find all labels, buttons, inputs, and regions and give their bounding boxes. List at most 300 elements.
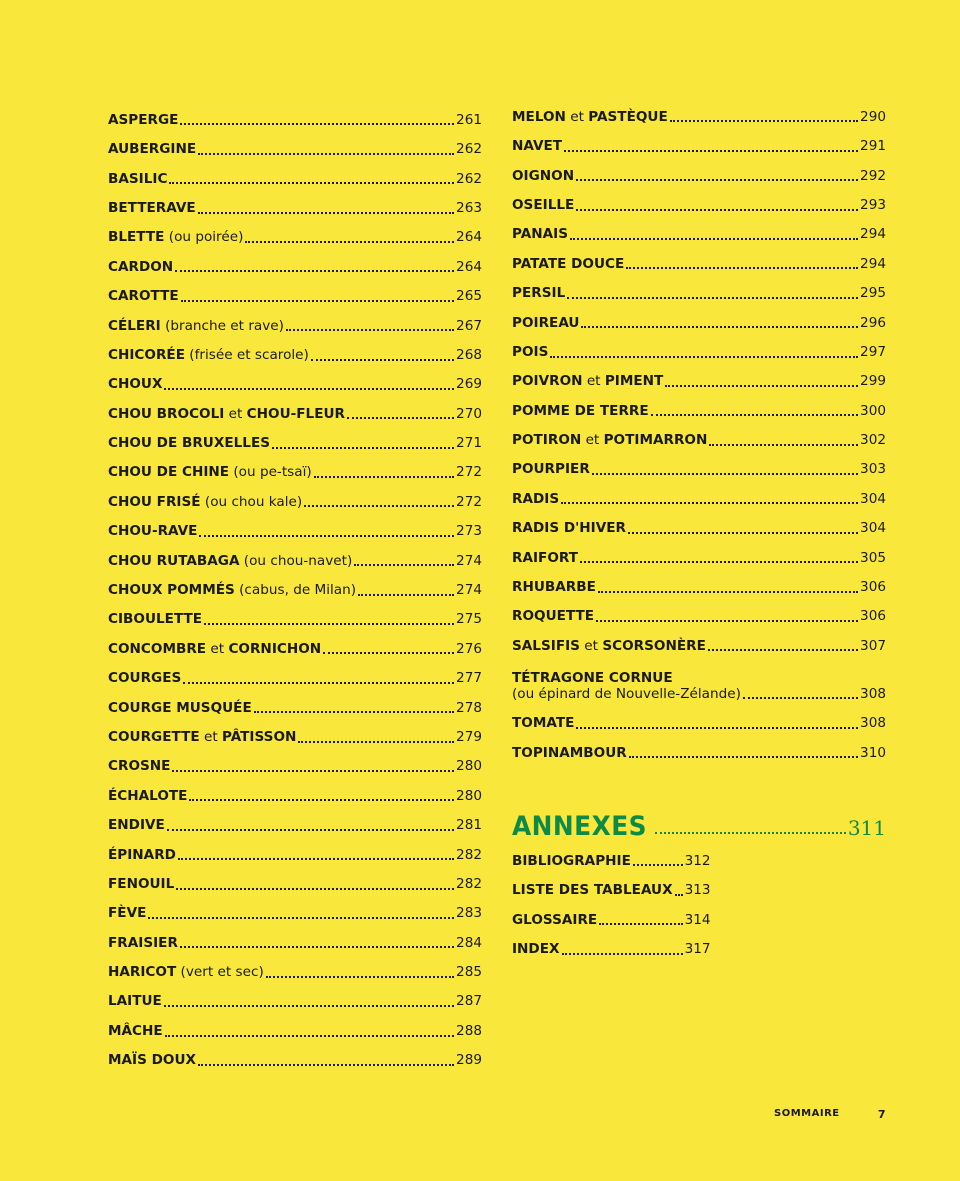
entry-keyword: BLETTE <box>108 229 165 246</box>
toc-entry-title <box>108 789 187 805</box>
toc-entry-title <box>108 172 167 188</box>
toc-entry-title <box>108 1024 163 1040</box>
entry-keyword: ÉCHALOTE <box>108 787 188 804</box>
toc-entry-title <box>512 854 631 870</box>
toc-entry[interactable] <box>108 569 482 598</box>
toc-entry-title <box>108 554 352 570</box>
page-number: 269 <box>456 376 482 393</box>
entry-qualifier: et <box>206 640 229 657</box>
entry-keyword: ENDIVE <box>108 817 165 834</box>
page-number: 273 <box>456 523 482 540</box>
entry-keyword: PASTÈQUE <box>588 108 668 125</box>
dot-leader <box>708 649 858 651</box>
toc-entry[interactable] <box>108 922 482 951</box>
dot-leader <box>358 594 454 596</box>
annexes-list <box>512 840 711 958</box>
entry-keyword: CHOU DE CHINE <box>108 464 230 481</box>
page-number: 279 <box>456 728 482 745</box>
page-number: 284 <box>456 934 482 951</box>
dot-leader <box>675 894 683 896</box>
toc-entry-title <box>108 348 309 364</box>
toc-entry[interactable] <box>108 981 482 1010</box>
toc-entry[interactable] <box>108 893 482 922</box>
toc-entry-title <box>108 407 345 423</box>
toc-entry[interactable] <box>108 393 482 422</box>
dot-leader <box>354 564 454 566</box>
toc-entry-title <box>512 374 663 390</box>
dot-leader <box>164 1005 454 1007</box>
entry-keyword: POTIMARRON <box>603 432 708 449</box>
toc-entry[interactable] <box>108 128 482 157</box>
page-number: 294 <box>860 226 886 243</box>
entry-keyword: RAIFORT <box>512 549 579 566</box>
page-number: 280 <box>456 787 482 804</box>
entry-keyword: OIGNON <box>512 167 575 184</box>
dot-leader <box>198 212 454 214</box>
toc-entry[interactable] <box>108 775 482 804</box>
toc-entry[interactable] <box>108 510 482 539</box>
dot-leader <box>561 502 858 504</box>
entry-keyword: CONCOMBRE <box>108 640 207 657</box>
dot-leader <box>576 209 858 211</box>
dot-leader <box>576 179 858 181</box>
toc-entry-title <box>512 462 590 478</box>
page-number: 272 <box>456 493 482 510</box>
toc-entry-title <box>512 345 548 361</box>
page-number: 271 <box>456 435 482 452</box>
page-number: 282 <box>456 875 482 892</box>
page-number: 305 <box>860 549 886 566</box>
dot-leader <box>164 388 454 390</box>
toc-entry-title <box>108 201 196 217</box>
dot-leader <box>567 297 858 299</box>
toc-entry[interactable] <box>108 305 482 334</box>
toc-entry[interactable] <box>512 840 711 869</box>
dot-leader <box>175 270 454 272</box>
toc-entry[interactable] <box>512 654 886 702</box>
page-number: 308 <box>860 685 886 702</box>
dot-leader <box>633 864 683 866</box>
entry-qualifier: (ou poirée) <box>164 229 244 246</box>
toc-entry-title <box>512 404 649 420</box>
toc-left-column <box>108 99 482 1069</box>
page-number: 292 <box>860 167 886 184</box>
toc-entry[interactable] <box>512 507 886 536</box>
entry-keyword: FÈVE <box>108 905 147 922</box>
entry-keyword: CARDON <box>108 258 174 275</box>
entry-qualifier: (cabus, de Milan) <box>234 582 357 599</box>
page-number: 261 <box>456 111 482 128</box>
toc-entry[interactable] <box>512 361 886 390</box>
page-number: 314 <box>684 911 711 928</box>
page-number: 312 <box>684 852 711 869</box>
dot-leader <box>245 241 454 243</box>
page-number: 283 <box>456 905 482 922</box>
page-number: 275 <box>456 611 482 628</box>
entry-keyword: POURPIER <box>512 461 590 478</box>
entry-keyword: PÂTISSON <box>221 728 297 745</box>
dot-leader <box>189 799 454 801</box>
entry-keyword: CHOU DE BRUXELLES <box>108 435 271 452</box>
dot-leader <box>172 770 454 772</box>
toc-entry[interactable] <box>108 217 482 246</box>
toc-entry[interactable] <box>512 478 886 507</box>
entry-keyword: CORNICHON <box>228 640 322 657</box>
page-number: 291 <box>860 138 886 155</box>
entry-qualifier: (ou chou kale) <box>200 493 303 510</box>
toc-entry-title <box>512 671 741 702</box>
toc-entry[interactable] <box>512 702 886 731</box>
page-number: 264 <box>456 229 482 246</box>
toc-entry[interactable] <box>108 422 482 451</box>
entry-qualifier: et <box>582 373 605 390</box>
toc-entry-title <box>108 701 252 717</box>
page-number: 276 <box>456 640 482 657</box>
toc-entry-title <box>512 257 624 273</box>
dot-leader <box>651 414 858 416</box>
toc-entry-title <box>512 521 626 537</box>
page-number: 270 <box>456 405 482 422</box>
toc-entry[interactable] <box>108 834 482 863</box>
toc-entry[interactable] <box>512 155 886 184</box>
dot-leader <box>198 153 454 155</box>
dot-leader <box>592 473 858 475</box>
entry-keyword: MELON <box>512 108 566 125</box>
toc-entry-title <box>512 942 560 958</box>
entry-keyword: CHOU-RAVE <box>108 523 198 540</box>
entry-keyword: MAÏS DOUX <box>108 1052 196 1069</box>
entry-keyword: BETTERAVE <box>108 199 196 216</box>
toc-entry[interactable] <box>512 899 711 928</box>
entry-keyword: CHICORÉE <box>108 346 185 363</box>
entry-qualifier: (ou épinard de Nouvelle-Zélande) <box>512 685 741 702</box>
toc-entry-title <box>108 436 270 452</box>
entry-keyword: RADIS <box>512 490 560 507</box>
entry-keyword: ÉPINARD <box>108 846 176 863</box>
toc-entry[interactable] <box>512 928 711 957</box>
footer-section-label: SOMMAIRE <box>774 1108 840 1119</box>
toc-entry[interactable] <box>108 657 482 686</box>
toc-entry[interactable] <box>108 687 482 716</box>
toc-entry-title <box>108 524 197 540</box>
toc-entry[interactable] <box>512 390 886 419</box>
page-number: 295 <box>860 285 886 302</box>
toc-entry[interactable] <box>108 364 482 393</box>
toc-entry[interactable] <box>108 628 482 657</box>
entry-qualifier: et <box>224 405 247 422</box>
toc-entry[interactable] <box>512 125 886 154</box>
entry-keyword: GLOSSAIRE <box>512 911 598 928</box>
toc-entry[interactable] <box>512 243 886 272</box>
page-number: 262 <box>456 170 482 187</box>
entry-qualifier: et <box>565 108 589 125</box>
dot-leader <box>709 444 858 446</box>
dot-leader <box>628 532 858 534</box>
entry-keyword: HARICOT <box>108 964 177 981</box>
toc-entry-title <box>108 906 146 922</box>
toc-entry[interactable] <box>108 99 482 128</box>
entry-keyword: CHOU FRISÉ <box>108 493 201 510</box>
toc-entry-title <box>512 433 707 449</box>
entry-keyword: CAROTTE <box>108 288 179 305</box>
toc-entry[interactable] <box>108 275 482 304</box>
page-number: 308 <box>860 715 886 732</box>
toc-entry-title <box>512 316 579 332</box>
dot-leader <box>655 832 846 834</box>
toc-entry-title <box>108 848 176 864</box>
toc-entry[interactable] <box>108 716 482 745</box>
entry-keyword: OSEILLE <box>512 196 575 213</box>
entry-keyword: CHOU BROCOLI <box>108 405 225 422</box>
toc-entry[interactable] <box>512 96 886 125</box>
dot-leader <box>254 711 454 713</box>
page-number: 317 <box>684 940 711 957</box>
entry-keyword: CHOU RUTABAGA <box>108 552 240 569</box>
toc-entry[interactable] <box>512 869 711 898</box>
toc-entry[interactable] <box>108 951 482 980</box>
page-number: 288 <box>456 1022 482 1039</box>
entry-keyword: LAITUE <box>108 993 162 1010</box>
page-number: 285 <box>456 964 482 981</box>
toc-entry-title <box>512 110 668 126</box>
toc-entry-title <box>108 671 181 687</box>
toc-entry[interactable] <box>512 184 886 213</box>
entry-keyword: PANAIS <box>512 226 568 243</box>
entry-keyword: RADIS D'HIVER <box>512 520 627 537</box>
entry-qualifier: (branche et rave) <box>160 317 284 334</box>
toc-entry-title <box>108 965 264 981</box>
page-number: 281 <box>456 817 482 834</box>
page-number: 302 <box>860 432 886 449</box>
toc-entry-title <box>108 730 296 746</box>
toc-entry[interactable] <box>108 452 482 481</box>
page-number: 274 <box>456 582 482 599</box>
page-number: 293 <box>860 196 886 213</box>
page-number: 268 <box>456 346 482 363</box>
toc-entry-title <box>512 169 574 185</box>
dot-leader <box>198 1064 454 1066</box>
toc-entry-title <box>512 198 574 214</box>
toc-entry[interactable] <box>512 537 886 566</box>
entry-keyword: RHUBARBE <box>512 579 596 596</box>
toc-entry-title <box>108 319 284 335</box>
toc-entry[interactable] <box>512 732 886 761</box>
toc-entry[interactable] <box>512 449 886 478</box>
entry-keyword: MÂCHE <box>108 1022 163 1039</box>
entry-keyword: SCORSONÈRE <box>602 637 706 654</box>
entry-keyword: LISTE DES TABLEAUX <box>512 882 673 899</box>
dot-leader <box>181 300 454 302</box>
entry-keyword: BASILIC <box>108 170 168 187</box>
page-number: 310 <box>860 744 886 761</box>
page-number: 263 <box>456 199 482 216</box>
entry-keyword: PERSIL <box>512 285 566 302</box>
dot-leader <box>743 697 858 699</box>
entry-keyword: POMME DE TERRE <box>512 402 649 419</box>
toc-entry[interactable] <box>108 246 482 275</box>
dot-leader <box>178 858 454 860</box>
toc-entry-title <box>108 1053 196 1069</box>
toc-entry[interactable] <box>108 540 482 569</box>
toc-entry-title <box>108 377 162 393</box>
toc-entry[interactable] <box>108 804 482 833</box>
dot-leader <box>199 535 454 537</box>
entry-keyword: CHOU-FLEUR <box>246 405 346 422</box>
dot-leader <box>629 756 858 758</box>
entry-keyword: BIBLIOGRAPHIE <box>512 852 631 869</box>
page-number: 307 <box>860 637 886 654</box>
dot-leader <box>148 917 454 919</box>
toc-entry[interactable] <box>108 158 482 187</box>
dot-leader <box>580 561 858 563</box>
entry-keyword: POIVRON <box>512 373 583 390</box>
entry-qualifier: et <box>581 432 604 449</box>
dot-leader <box>670 120 858 122</box>
toc-entry[interactable] <box>108 334 482 363</box>
dot-leader <box>204 623 454 625</box>
entry-keyword: ROQUETTE <box>512 608 595 625</box>
entry-keyword: SALSIFIS <box>512 637 580 654</box>
dot-leader <box>599 923 682 925</box>
toc-entry[interactable] <box>108 599 482 628</box>
dot-leader <box>165 1035 454 1037</box>
toc-entry-title <box>512 716 574 732</box>
dot-leader <box>183 682 454 684</box>
toc-entry[interactable] <box>512 214 886 243</box>
entry-keyword: COURGETTE <box>108 728 200 745</box>
entry-keyword: COURGE MUSQUÉE <box>108 699 252 716</box>
page-number: 313 <box>684 882 711 899</box>
page-number: 289 <box>456 1052 482 1069</box>
entry-keyword: POIREAU <box>512 314 580 331</box>
entry-qualifier: et <box>579 637 603 654</box>
page-number: 287 <box>456 993 482 1010</box>
toc-entry[interactable] <box>108 863 482 892</box>
entry-qualifier: (frisée et scarole) <box>184 346 309 363</box>
toc-entry[interactable] <box>512 302 886 331</box>
dot-leader <box>598 591 858 593</box>
toc-entry[interactable] <box>108 1040 482 1069</box>
page-number: 277 <box>456 670 482 687</box>
toc-entry-title <box>512 883 673 899</box>
dot-leader <box>570 238 858 240</box>
toc-entry[interactable] <box>108 187 482 216</box>
entry-qualifier: et <box>199 728 222 745</box>
entry-qualifier: (ou pe-tsaï) <box>229 464 312 481</box>
entry-qualifier: (ou chou-navet) <box>239 552 353 569</box>
toc-entry-title <box>512 580 596 596</box>
dot-leader <box>581 326 858 328</box>
entry-keyword: CIBOULETTE <box>108 611 203 628</box>
toc-entry-title <box>512 227 568 243</box>
page-number: 294 <box>860 255 886 272</box>
page-number: 280 <box>456 758 482 775</box>
page-number: 299 <box>860 373 886 390</box>
toc-entry-title <box>108 289 179 305</box>
dot-leader <box>596 620 858 622</box>
toc-entry[interactable] <box>512 331 886 360</box>
toc-entry-title <box>512 492 559 508</box>
entry-keyword: ASPERGE <box>108 111 179 128</box>
toc-entry[interactable] <box>512 272 886 301</box>
toc-entry-title <box>108 759 170 775</box>
dot-leader <box>286 329 454 331</box>
page-number: 304 <box>860 520 886 537</box>
dot-leader <box>576 727 858 729</box>
toc-entry-title <box>108 495 302 511</box>
toc-entry-title <box>108 994 162 1010</box>
entry-keyword: POTIRON <box>512 432 582 449</box>
dot-leader <box>665 385 858 387</box>
entry-keyword: COURGES <box>108 670 182 687</box>
dot-leader <box>180 123 454 125</box>
dot-leader <box>176 888 454 890</box>
entry-keyword: CROSNE <box>108 758 171 775</box>
page-number: 300 <box>860 402 886 419</box>
dot-leader <box>626 267 858 269</box>
toc-entry-title <box>108 877 174 893</box>
toc-entry-title <box>108 230 243 246</box>
page-number: 278 <box>456 699 482 716</box>
toc-entry-title <box>512 913 597 929</box>
entry-keyword: FENOUIL <box>108 875 175 892</box>
dot-leader <box>314 476 454 478</box>
page-number: 296 <box>860 314 886 331</box>
dot-leader <box>564 150 858 152</box>
page-number: 265 <box>456 288 482 305</box>
toc-entry-title <box>108 142 196 158</box>
toc-entry-title <box>108 936 178 952</box>
page-number: 264 <box>456 258 482 275</box>
toc-entry-title <box>108 642 321 658</box>
toc-right-column <box>512 96 886 761</box>
toc-entry-title <box>108 612 202 628</box>
toc-entry[interactable] <box>108 746 482 775</box>
page-number: 267 <box>456 317 482 334</box>
page-number: 290 <box>860 108 886 125</box>
toc-entry[interactable] <box>512 566 886 595</box>
footer-page-number: 7 <box>877 1108 886 1121</box>
toc-entry[interactable] <box>108 1010 482 1039</box>
entry-keyword: INDEX <box>512 940 560 957</box>
annexes-title: ANNEXES <box>512 811 648 842</box>
toc-entry[interactable] <box>512 625 886 654</box>
dot-leader <box>304 505 454 507</box>
toc-entry-title <box>108 113 178 129</box>
annexes-heading[interactable] <box>512 800 886 840</box>
toc-entry-title <box>512 551 578 567</box>
toc-entry[interactable] <box>108 481 482 510</box>
annexes-page-number: 311 <box>847 816 886 840</box>
toc-entry-title <box>108 465 312 481</box>
toc-entry-title <box>512 609 594 625</box>
entry-keyword: TÉTRAGONE CORNUE <box>512 670 673 687</box>
entry-keyword: AUBERGINE <box>108 141 197 158</box>
page-number: 303 <box>860 461 886 478</box>
dot-leader <box>562 953 683 955</box>
page-number: 304 <box>860 490 886 507</box>
dot-leader <box>311 359 454 361</box>
toc-entry[interactable] <box>512 596 886 625</box>
entry-keyword: PATATE DOUCE <box>512 255 625 272</box>
entry-keyword: CHOUX <box>108 376 163 393</box>
dot-leader <box>180 946 454 948</box>
page-number: 297 <box>860 343 886 360</box>
toc-entry-title <box>512 286 565 302</box>
page-footer <box>774 1108 886 1121</box>
entry-qualifier: (vert et sec) <box>176 964 264 981</box>
toc-entry[interactable] <box>512 419 886 448</box>
